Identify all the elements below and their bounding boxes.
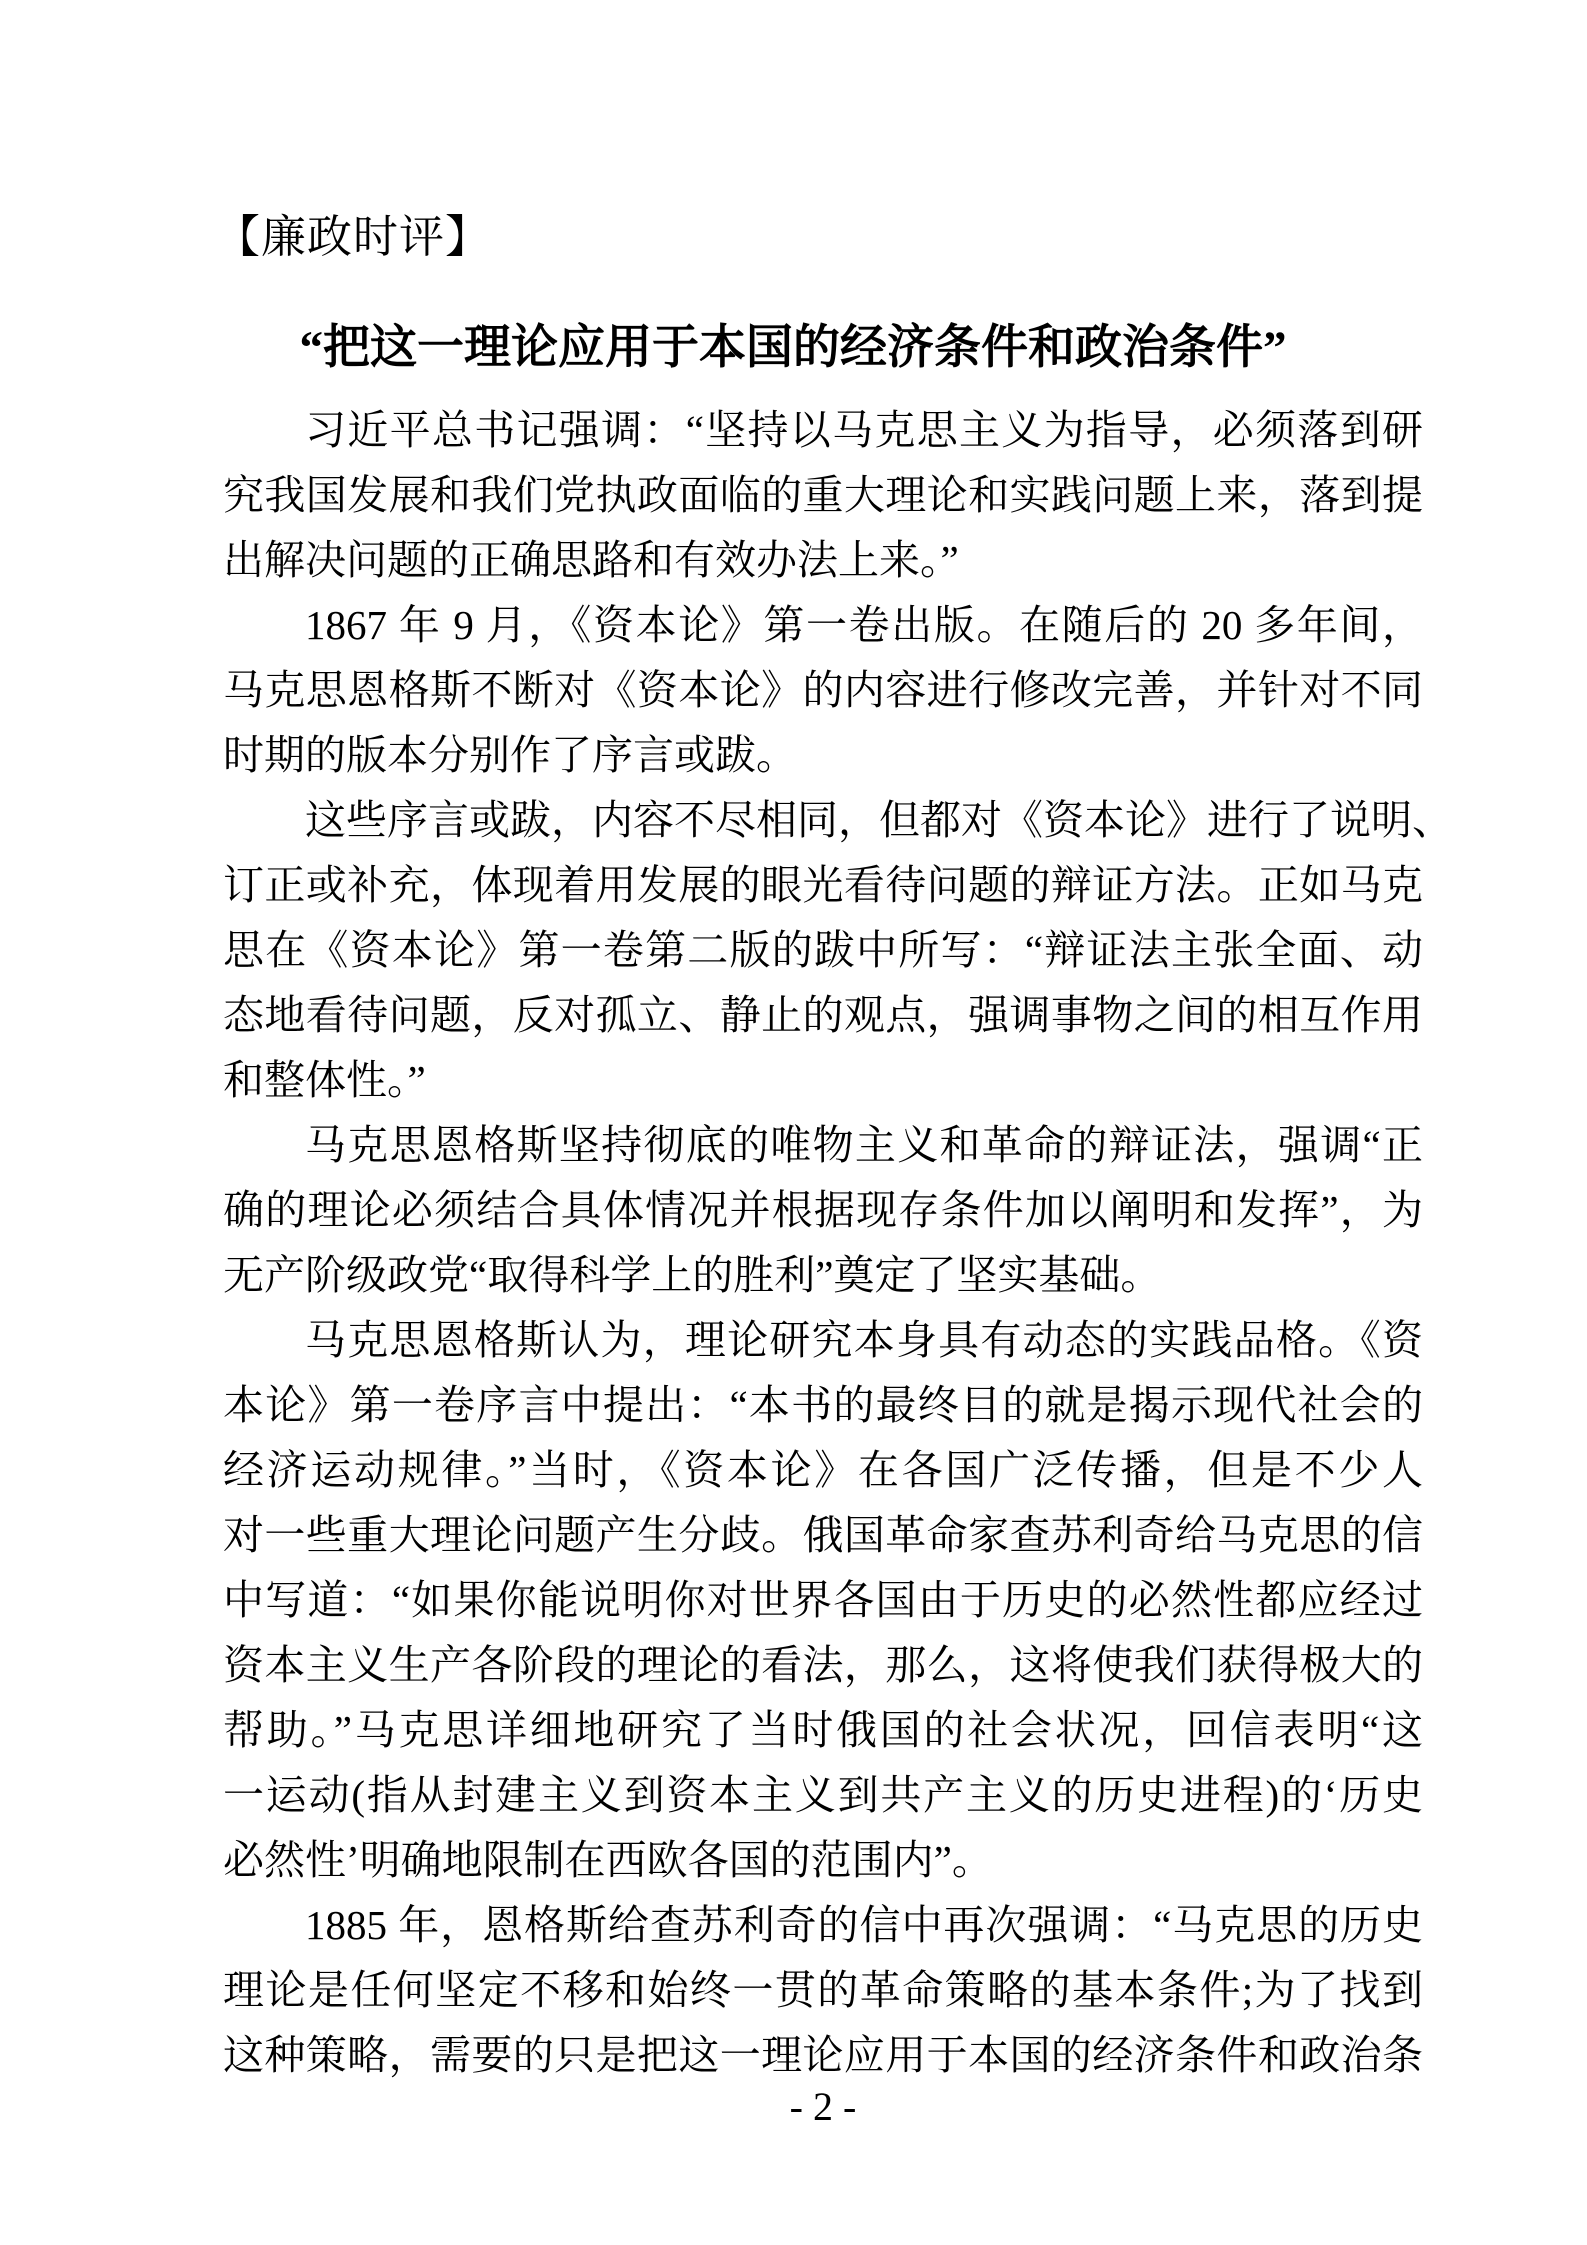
- text-line: 思在《资本论》第一卷第二版的跋中所写：“辩证法主张全面、动: [223, 927, 1423, 973]
- text-line: 资本主义生产各阶段的理论的看法，那么，这将使我们获得极大的: [223, 1642, 1423, 1688]
- paragraph: [223, 1893, 1423, 2088]
- text-line: 马克思恩格斯不断对《资本论》的内容进行修改完善，并针对不同: [223, 667, 1423, 713]
- paragraph: [223, 1113, 1423, 1308]
- text-line: 出解决问题的正确思路和有效办法上来。”: [223, 537, 959, 583]
- section-header: 【廉政时评】: [215, 212, 492, 262]
- text-line: 究我国发展和我们党执政面临的重大理论和实践问题上来，落到提: [223, 472, 1423, 518]
- text-line: 无产阶级政党“取得科学上的胜利”奠定了坚实基础。: [223, 1252, 1162, 1298]
- paragraph: [223, 788, 1453, 1113]
- text-line: 对一些重大理论问题产生分歧。俄国革命家查苏利奇给马克思的信: [223, 1512, 1423, 1558]
- text-line: 帮助。”马克思详细地研究了当时俄国的社会状况，回信表明“这: [223, 1707, 1423, 1753]
- text-line: 1885 年，恩格斯给查苏利奇的信中再次强调：“马克思的历史: [305, 1902, 1423, 1948]
- page-number: - 2 -: [789, 2084, 857, 2129]
- text-line: 理论是任何坚定不移和始终一贯的革命策略的基本条件;为了找到: [223, 1967, 1423, 2013]
- text-line: 习近平总书记强调：“坚持以马克思主义为指导，必须落到研: [305, 407, 1423, 453]
- text-line: 这些序言或跋，内容不尽相同，但都对《资本论》进行了说明、: [305, 797, 1453, 843]
- text-line: 时期的版本分别作了序言或跋。: [223, 732, 797, 778]
- article-body: [223, 398, 1453, 2088]
- text-line: 一运动(指从封建主义到资本主义到共产主义的历史进程)的‘历史: [223, 1772, 1423, 1818]
- text-line: 经济运动规律。”当时，《资本论》在各国广泛传播，但是不少人: [223, 1447, 1423, 1493]
- text-line: 这种策略，需要的只是把这一理论应用于本国的经济条件和政治条: [223, 2032, 1423, 2078]
- text-line: 和整体性。”: [223, 1057, 426, 1103]
- text-line: 中写道：“如果你能说明你对世界各国由于历史的必然性都应经过: [223, 1577, 1423, 1623]
- paragraph: [223, 398, 1423, 593]
- text-line: 订正或补充，体现着用发展的眼光看待问题的辩证方法。正如马克: [223, 862, 1423, 908]
- text-line: 本论》第一卷序言中提出：“本书的最终目的就是揭示现代社会的: [223, 1382, 1423, 1428]
- text-line: 马克思恩格斯坚持彻底的唯物主义和革命的辩证法，强调“正: [305, 1122, 1423, 1168]
- text-line: 必然性’明确地限制在西欧各国的范围内”。: [223, 1837, 993, 1883]
- paragraph: [223, 593, 1423, 788]
- text-line: 态地看待问题，反对孤立、静止的观点，强调事物之间的相互作用: [223, 992, 1423, 1038]
- paragraph: [223, 1308, 1423, 1893]
- text-line: 马克思恩格斯认为，理论研究本身具有动态的实践品格。《资: [305, 1317, 1423, 1363]
- article-title: “把这一理论应用于本国的经济条件和政治条件”: [299, 322, 1287, 374]
- text-line: 确的理论必须结合具体情况并根据现存条件加以阐明和发挥”，为: [223, 1187, 1423, 1233]
- text-line: 1867 年 9 月，《资本论》第一卷出版。在随后的 20 多年间，: [305, 602, 1423, 648]
